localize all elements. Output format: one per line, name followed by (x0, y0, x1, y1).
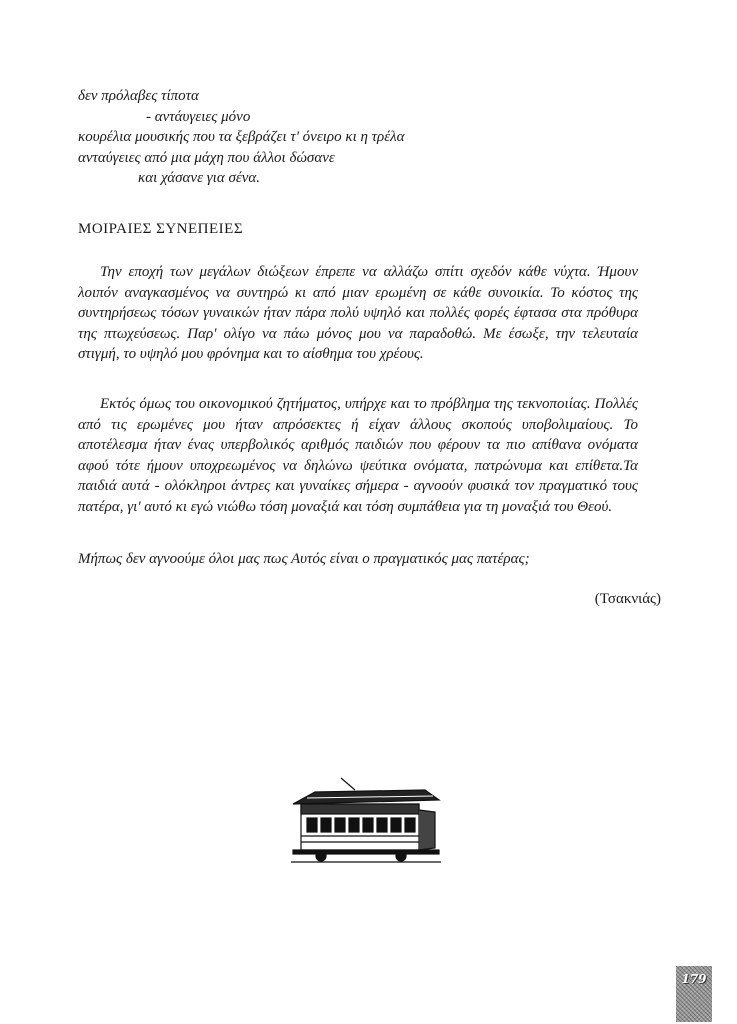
poem-line: και χάσανε για σένα. (138, 170, 261, 186)
page-number: 179 (676, 966, 712, 1022)
author-signature: (Τσακνιάς) (594, 591, 661, 607)
paragraph: Εκτός όμως του οικονομικού ζητήματος, υπήρχε και το πρόβλημα της τεκνοποιίας. Πολλές από τις ερωμένες μου ήταν απρόσεκτες ή είχαν άλλους σκοπούς υποβολιμαίους. Το αποτέλεσμα ήταν ένας υπερβολικός αριθμός παιδιών που φέρουν τα πιο απίθανα ονόματα αφού τότε ήμουν υποχρεωμένος να δηλώνω ψεύτικα ονόματα, πατρώνυμα και επίθετα.Τα παιδιά αυτά - ολόκληροι άντρες και γυναίκες σήμερα - αγνοούν φυσικά τον πραγματικό τους πατέρα, γι' αυτό κι εγώ νιώθω τόση μοναξιά και τόση συμπάθεια για τη μοναξιά του Θεού. (78, 396, 638, 515)
tram-icon (285, 776, 445, 864)
poem (78, 86, 638, 189)
paragraph: Την εποχή των μεγάλων διώξεων έπρεπε να αλλάζω σπίτι σχεδόν κάθε νύχτα. Ήμουν λοιπόν αναγκασμένος να συντηρώ κι από μιαν ερωμένη σε κάθε συνοικία. Το κόστος της συντηρήσεως τόσων γυναικών ήταν πάρα πολύ υψηλό και πολλές φορές έφτασα στα πρόθυρα της πτωχεύσεως. Παρ' ολίγο να πάω μόνος μου να παραδοθώ. Με έσωξε, την τελευταία στιγμή, το υψηλό μου φρόνημα και το αίσθημα του χρέους. (78, 264, 638, 363)
poem-line: ανταύγειες από μια μάχη που άλλοι δώσανε (78, 149, 335, 166)
section-title: ΜΟΙΡΑΙΕΣ ΣΥΝΕΠΕΙΕΣ (78, 221, 244, 237)
poem-line: - αντάυγειες μόνο (146, 108, 251, 125)
poem-line: κουρέλια μουσικής που τα ξεβράζει τ' όνειρο κι η τρέλα (78, 129, 405, 145)
paragraph: Μήπως δεν αγνοούμε όλοι μας πως Αυτός είναι ο πραγματικός μας πατέρας; (78, 551, 530, 567)
poem-line: δεν πρόλαβες τίποτα (78, 88, 199, 104)
